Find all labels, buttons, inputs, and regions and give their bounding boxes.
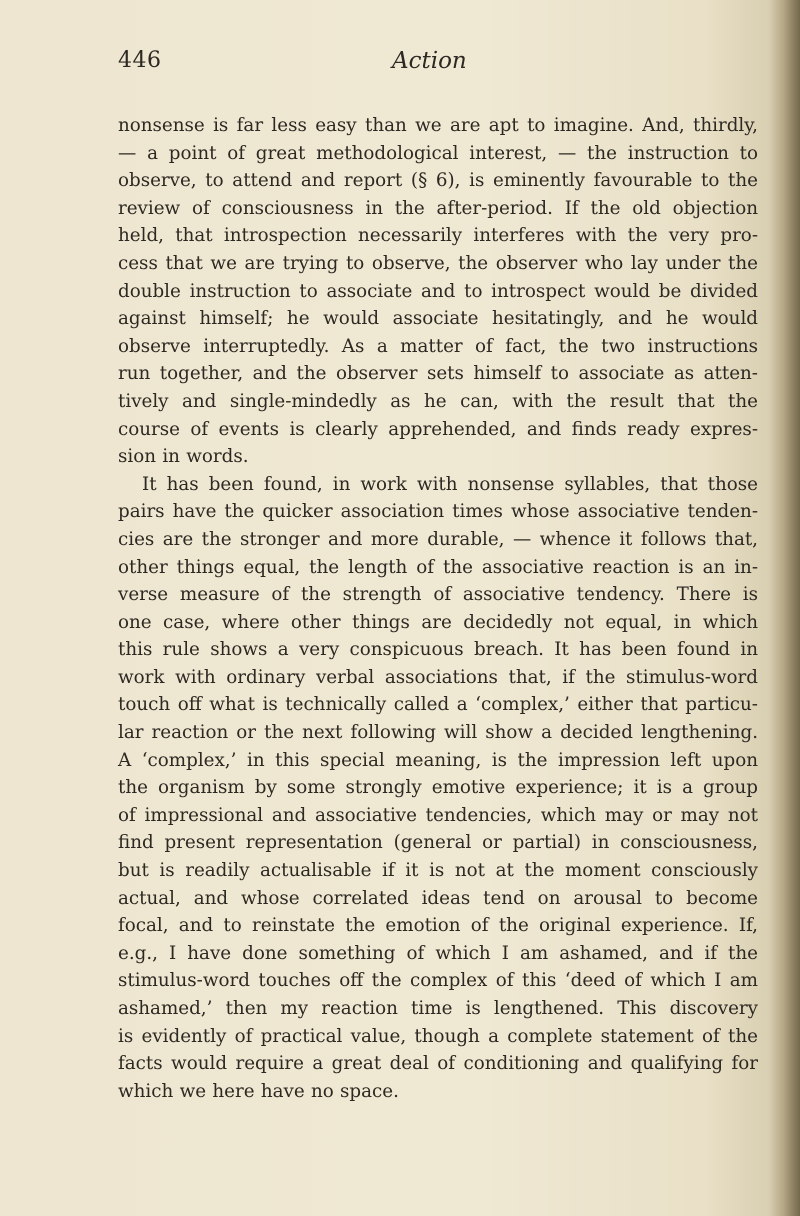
- text-line: focal, and to reinstate the emotion of the original experience. If,: [118, 915, 758, 937]
- text-line: observe interruptedly. As a matter of fact, the two instructions: [118, 335, 758, 357]
- text-line: cies are the stronger and more durable, — whence it follows that,: [118, 528, 758, 550]
- text-line: stimulus-word touches off the complex of this ‘deed of which I am: [118, 970, 758, 992]
- paragraph-end-line: which we here have no space.: [118, 1080, 399, 1102]
- text-line: but is readily actualisable if it is not at the moment consciously: [118, 860, 758, 882]
- text-line: cess that we are trying to observe, the observer who lay under the: [118, 252, 758, 274]
- text-line: is evidently of practical value, though a complete statement of the: [118, 1025, 758, 1047]
- text-line: against himself; he would associate hesitatingly, and he would: [118, 308, 758, 330]
- paragraph-end-line: sion in words.: [118, 446, 249, 468]
- text-line: actual, and whose correlated ideas tend on arousal to become: [118, 887, 758, 909]
- text-line: ashamed,’ then my reaction time is lengthened. This discovery: [118, 998, 758, 1019]
- body-text: [118, 112, 758, 1105]
- text-line: observe, to attend and report (§ 6), is eminently favourable to the: [118, 170, 758, 192]
- text-line: held, that introspection necessarily interferes with the very pro-: [118, 225, 758, 247]
- page-number: 446: [118, 48, 162, 73]
- text-line: other things equal, the length of the associative reaction is an in-: [118, 556, 758, 578]
- running-head: [0, 48, 800, 88]
- text-line: A ‘complex,’ in this special meaning, is the impression left upon: [118, 749, 758, 771]
- text-line: touch off what is technically called a ‘complex,’ either that particu-: [118, 694, 758, 716]
- text-line: run together, and the observer sets himself to associate as atten-: [118, 363, 758, 385]
- text-line: — a point of great methodological interest, — the instruction to: [118, 142, 758, 164]
- text-line: work with ordinary verbal associations that, if the stimulus-word: [118, 666, 758, 688]
- text-line: this rule shows a very conspicuous breach. It has been found in: [118, 639, 758, 661]
- text-line: nonsense is far less easy than we are apt to imagine. And, thirdly,: [118, 115, 758, 136]
- text-line: facts would require a great deal of conditioning and qualifying for: [118, 1053, 758, 1075]
- running-title: Action: [392, 48, 467, 74]
- text-line: tively and single-mindedly as he can, with the result that the: [118, 390, 758, 412]
- text-line: of impressional and associative tendencies, which may or may not: [118, 804, 758, 826]
- text-line: double instruction to associate and to introspect would be divided: [118, 280, 758, 302]
- text-line: pairs have the quicker association times whose associative tenden-: [118, 501, 758, 523]
- text-line: the organism by some strongly emotive experience; it is a group: [118, 777, 758, 799]
- text-line: find present representation (general or partial) in consciousness,: [118, 832, 758, 854]
- text-line: e.g., I have done something of which I am ashamed, and if the: [118, 942, 758, 964]
- text-line: lar reaction or the next following will show a decided lengthening.: [118, 722, 758, 744]
- paragraph-start-line: It has been found, in work with nonsense syllables, that those: [142, 473, 758, 495]
- text-line: review of consciousness in the after-period. If the old objection: [118, 197, 758, 219]
- page-gutter-shadow: [770, 0, 800, 1216]
- text-line: verse measure of the strength of associative tendency. There is: [118, 584, 758, 606]
- text-line: course of events is clearly apprehended, and finds ready expres-: [118, 418, 758, 440]
- text-line: one case, where other things are decidedly not equal, in which: [118, 611, 758, 633]
